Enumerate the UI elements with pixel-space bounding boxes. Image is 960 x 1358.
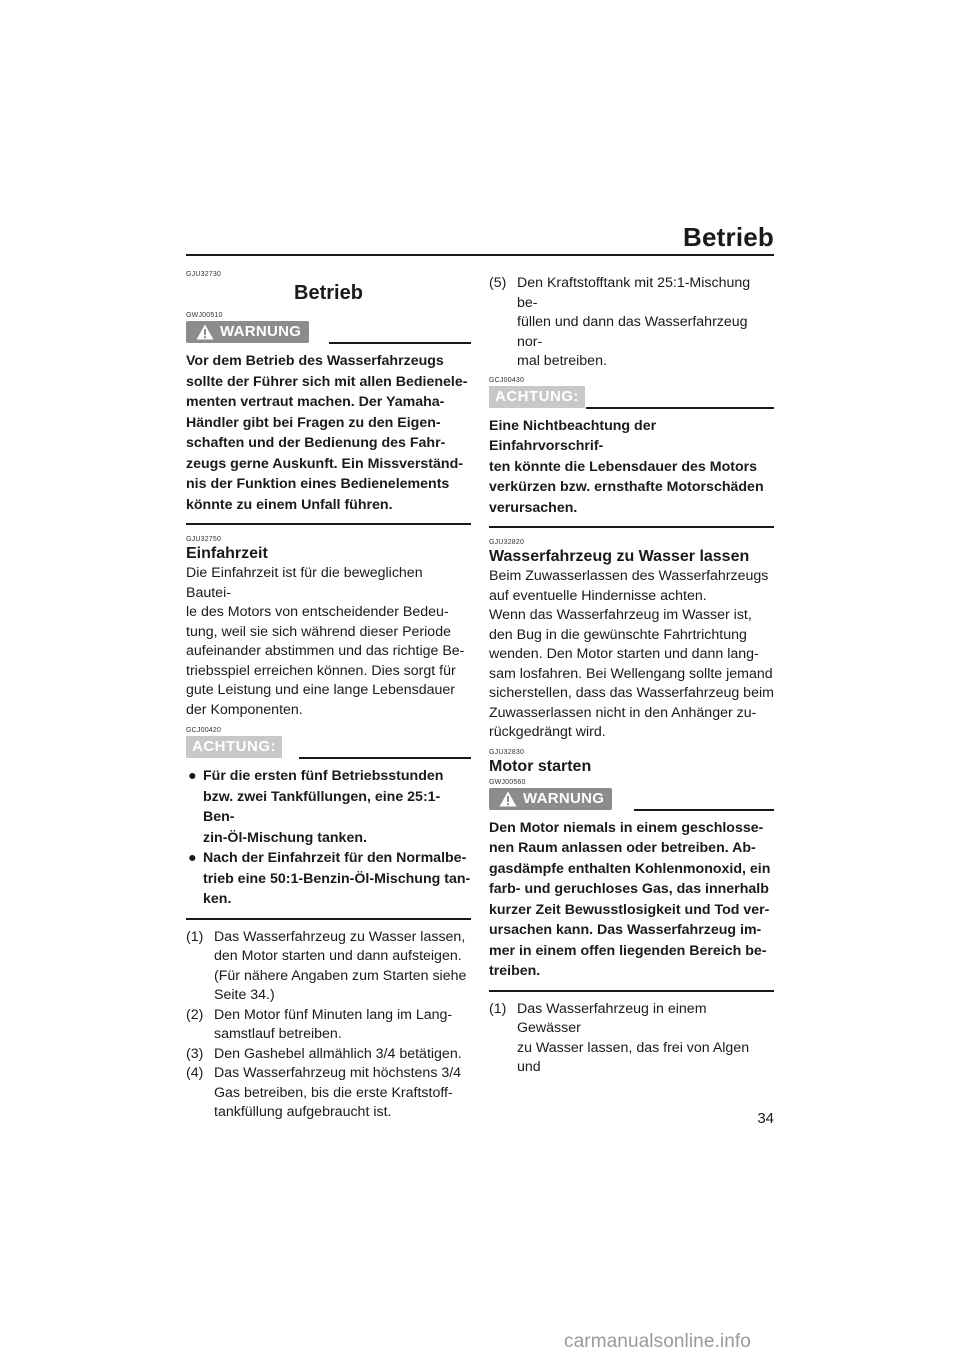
step-line: Seite 34.) bbox=[214, 987, 275, 1003]
bullet-item bbox=[186, 766, 471, 848]
section-code: GJU32820 bbox=[489, 539, 525, 546]
warning-line: ursachen kann. Das Wasserfahrzeug im- bbox=[489, 922, 762, 938]
bullet-line: ken. bbox=[203, 891, 232, 907]
body-line: aufeinander abstimmen und das richtige Be- bbox=[186, 643, 465, 659]
body-line: rückgedrängt wird. bbox=[489, 724, 606, 740]
warning-line: nis der Funktion eines Bedienelements bbox=[186, 476, 450, 492]
step-line: Gas betreiben, bis die erste Kraftstoff- bbox=[214, 1084, 453, 1101]
caution-line: ten könnte die Lebensdauer des Motors bbox=[489, 458, 758, 475]
left-column bbox=[186, 270, 471, 1123]
step-number: (3) bbox=[186, 1045, 204, 1062]
step-number: (1) bbox=[186, 928, 204, 945]
step-line: samstlauf betreiben. bbox=[214, 1026, 342, 1042]
warning-line: Den Motor niemals in einem geschlosse- bbox=[489, 819, 764, 836]
section-title: Betrieb bbox=[294, 282, 363, 304]
body-line: Zuwasserlassen nicht in den Anhänger zu- bbox=[489, 704, 757, 721]
step-line: den Motor starten und dann aufsteigen. bbox=[214, 948, 462, 964]
caution-line: Eine Nichtbeachtung der Einfahrvorschrif- bbox=[489, 417, 657, 454]
warning-line: Vor dem Betrieb des Wasserfahrzeugs bbox=[186, 353, 444, 369]
body-line: Wenn das Wasserfahrzeug im Wasser ist, bbox=[489, 607, 752, 623]
step-item bbox=[489, 274, 774, 372]
bullet-item bbox=[186, 848, 471, 910]
warning-code: GWJ00510 bbox=[186, 312, 223, 319]
section-heading: Wasserfahrzeug zu Wasser lassen bbox=[489, 548, 750, 565]
body-line: tung, weil sie sich während dieser Periode bbox=[186, 623, 451, 640]
caution-badge: ACHTUNG: bbox=[489, 386, 585, 408]
caution-rule bbox=[586, 407, 774, 409]
warning-line: farb- und geruchloses Gas, das innerhalb bbox=[489, 881, 769, 897]
warning-end-rule bbox=[489, 990, 774, 992]
header-rule bbox=[186, 254, 774, 256]
body-line: Die Einfahrzeit ist für die beweglichen Bautei- bbox=[186, 565, 423, 601]
body-paragraph bbox=[489, 567, 774, 743]
step-line: Das Wasserfahrzeug zu Wasser lassen, bbox=[214, 928, 466, 945]
caution-code: GCJ00430 bbox=[489, 376, 525, 384]
warning-label: WARNUNG bbox=[523, 789, 605, 807]
body-line: auf eventuelle Hindernisse achten. bbox=[489, 587, 707, 604]
caution-line: verkürzen bzw. ernsthafte Motorschäden bbox=[489, 479, 764, 495]
step-line: Den Gashebel allmählich 3/4 betätigen. bbox=[214, 1045, 462, 1062]
step-number: (5) bbox=[489, 275, 507, 291]
page-header-title: Betrieb bbox=[683, 222, 774, 252]
caution-badge: ACHTUNG: bbox=[186, 736, 282, 758]
step-line: Das Wasserfahrzeug mit höchstens 3/4 bbox=[214, 1065, 462, 1081]
caution-end-rule bbox=[186, 918, 471, 920]
bullet-line: bzw. zwei Tankfüllungen, eine 25:1-Ben- bbox=[203, 788, 441, 825]
step-item bbox=[186, 1045, 471, 1065]
warning-line: schaften und der Bedienung des Fahr- bbox=[186, 435, 446, 451]
step-line: mal betreiben. bbox=[517, 353, 607, 369]
body-line: der Komponenten. bbox=[186, 701, 303, 718]
step-item bbox=[186, 1006, 471, 1045]
bullet-icon: ● bbox=[188, 850, 197, 866]
section-code: GJU32730 bbox=[186, 271, 222, 278]
step-line: füllen und dann das Wasserfahrzeug nor- bbox=[517, 314, 748, 350]
warning-line: treiben. bbox=[489, 963, 541, 979]
caution-label-row bbox=[186, 736, 471, 760]
section-code: GJU32830 bbox=[489, 748, 525, 756]
warning-badge bbox=[186, 321, 309, 343]
warning-line: kurzer Zeit Bewusstlosigkeit und Tod ver- bbox=[489, 901, 770, 918]
body-line: wenden. Den Motor starten und dann lang- bbox=[489, 646, 759, 662]
warning-line: menten vertraut machen. Der Yamaha- bbox=[186, 394, 445, 410]
body-paragraph bbox=[186, 564, 471, 720]
warning-badge bbox=[489, 788, 612, 810]
warning-label-row bbox=[489, 788, 774, 812]
warning-line: gasdämpfe enthalten Kohlenmonoxid, ein bbox=[489, 860, 771, 877]
bullet-line: trieb eine 50:1-Benzin-Öl-Mischung tan- bbox=[203, 870, 471, 887]
body-line: sicherstellen, dass das Wasserfahrzeug beim bbox=[489, 685, 774, 701]
step-item bbox=[489, 1000, 774, 1078]
warning-end-rule bbox=[186, 523, 471, 525]
warning-code: GWJ00560 bbox=[489, 778, 526, 786]
caution-bullets bbox=[186, 766, 471, 910]
step-line: Das Wasserfahrzeug in einem Gewässer bbox=[517, 1000, 707, 1036]
caution-code: GCJ00420 bbox=[186, 727, 222, 734]
warning-line: zeugs gerne Auskunft. Ein Missverständ- bbox=[186, 455, 463, 472]
warning-label: WARNUNG bbox=[220, 323, 302, 340]
step-line: zu Wasser lassen, das frei von Algen und bbox=[517, 1039, 750, 1075]
step-number: (4) bbox=[186, 1065, 204, 1081]
warning-line: könnte zu einem Unfall führen. bbox=[186, 496, 393, 513]
body-line: triebsspiel erreichen können. Dies sorgt für bbox=[186, 662, 456, 679]
watermark: carmanualsonline.info bbox=[564, 1331, 751, 1352]
step-number: (2) bbox=[186, 1006, 204, 1023]
caution-line: verursachen. bbox=[489, 499, 578, 516]
warning-line: sollte der Führer sich mit allen Bedienele- bbox=[186, 373, 468, 390]
section-heading: Motor starten bbox=[489, 757, 592, 775]
page-header bbox=[186, 222, 774, 256]
caution-label-row bbox=[489, 386, 774, 410]
warning-line: mer in einem offen liegenden Bereich be- bbox=[489, 942, 767, 959]
bullet-line: Nach der Einfahrzeit für den Normalbe- bbox=[203, 850, 467, 866]
page-number: 34 bbox=[757, 1110, 774, 1127]
warning-text bbox=[489, 818, 774, 982]
step-line: (Für nähere Angaben zum Starten siehe bbox=[214, 967, 467, 984]
section-code: GJU32750 bbox=[186, 536, 222, 543]
caution-end-rule bbox=[489, 526, 774, 528]
warning-label-row bbox=[186, 321, 471, 345]
bullet-line: zin-Öl-Mischung tanken. bbox=[203, 829, 367, 846]
warning-line: Händler gibt bei Fragen zu den Eigen- bbox=[186, 414, 441, 431]
section-heading: Einfahrzeit bbox=[186, 545, 268, 562]
warning-icon bbox=[196, 324, 214, 340]
warning-rule bbox=[634, 809, 774, 811]
warning-icon bbox=[499, 791, 517, 807]
caution-text bbox=[489, 416, 774, 519]
bullet-line: Für die ersten fünf Betriebsstunden bbox=[203, 768, 444, 784]
warning-rule bbox=[329, 342, 471, 344]
warning-line: nen Raum anlassen oder betreiben. Ab- bbox=[489, 840, 756, 856]
warning-text bbox=[186, 351, 471, 515]
caution-rule bbox=[299, 757, 471, 759]
step-line: Den Motor fünf Minuten lang im Lang- bbox=[214, 1006, 453, 1023]
right-column bbox=[489, 274, 774, 1078]
body-line: den Bug in die gewünschte Fahrtrichtung bbox=[489, 626, 747, 643]
steps-list bbox=[186, 928, 471, 1123]
body-line: le des Motors von entscheidender Bedeu- bbox=[186, 604, 449, 620]
body-line: Beim Zuwasserlassen des Wasserfahrzeugs bbox=[489, 568, 769, 584]
body-line: sam losfahren. Bei Wellengang sollte jemand bbox=[489, 665, 773, 682]
step-number: (1) bbox=[489, 1000, 507, 1017]
step-item bbox=[186, 928, 471, 1006]
step-item bbox=[186, 1064, 471, 1123]
step-line: Den Kraftstofftank mit 25:1-Mischung be- bbox=[517, 275, 751, 311]
bullet-icon: ● bbox=[188, 768, 197, 784]
body-line: gute Leistung und eine lange Lebensdauer bbox=[186, 682, 456, 698]
step-line: tankfüllung aufgebraucht ist. bbox=[214, 1104, 392, 1120]
